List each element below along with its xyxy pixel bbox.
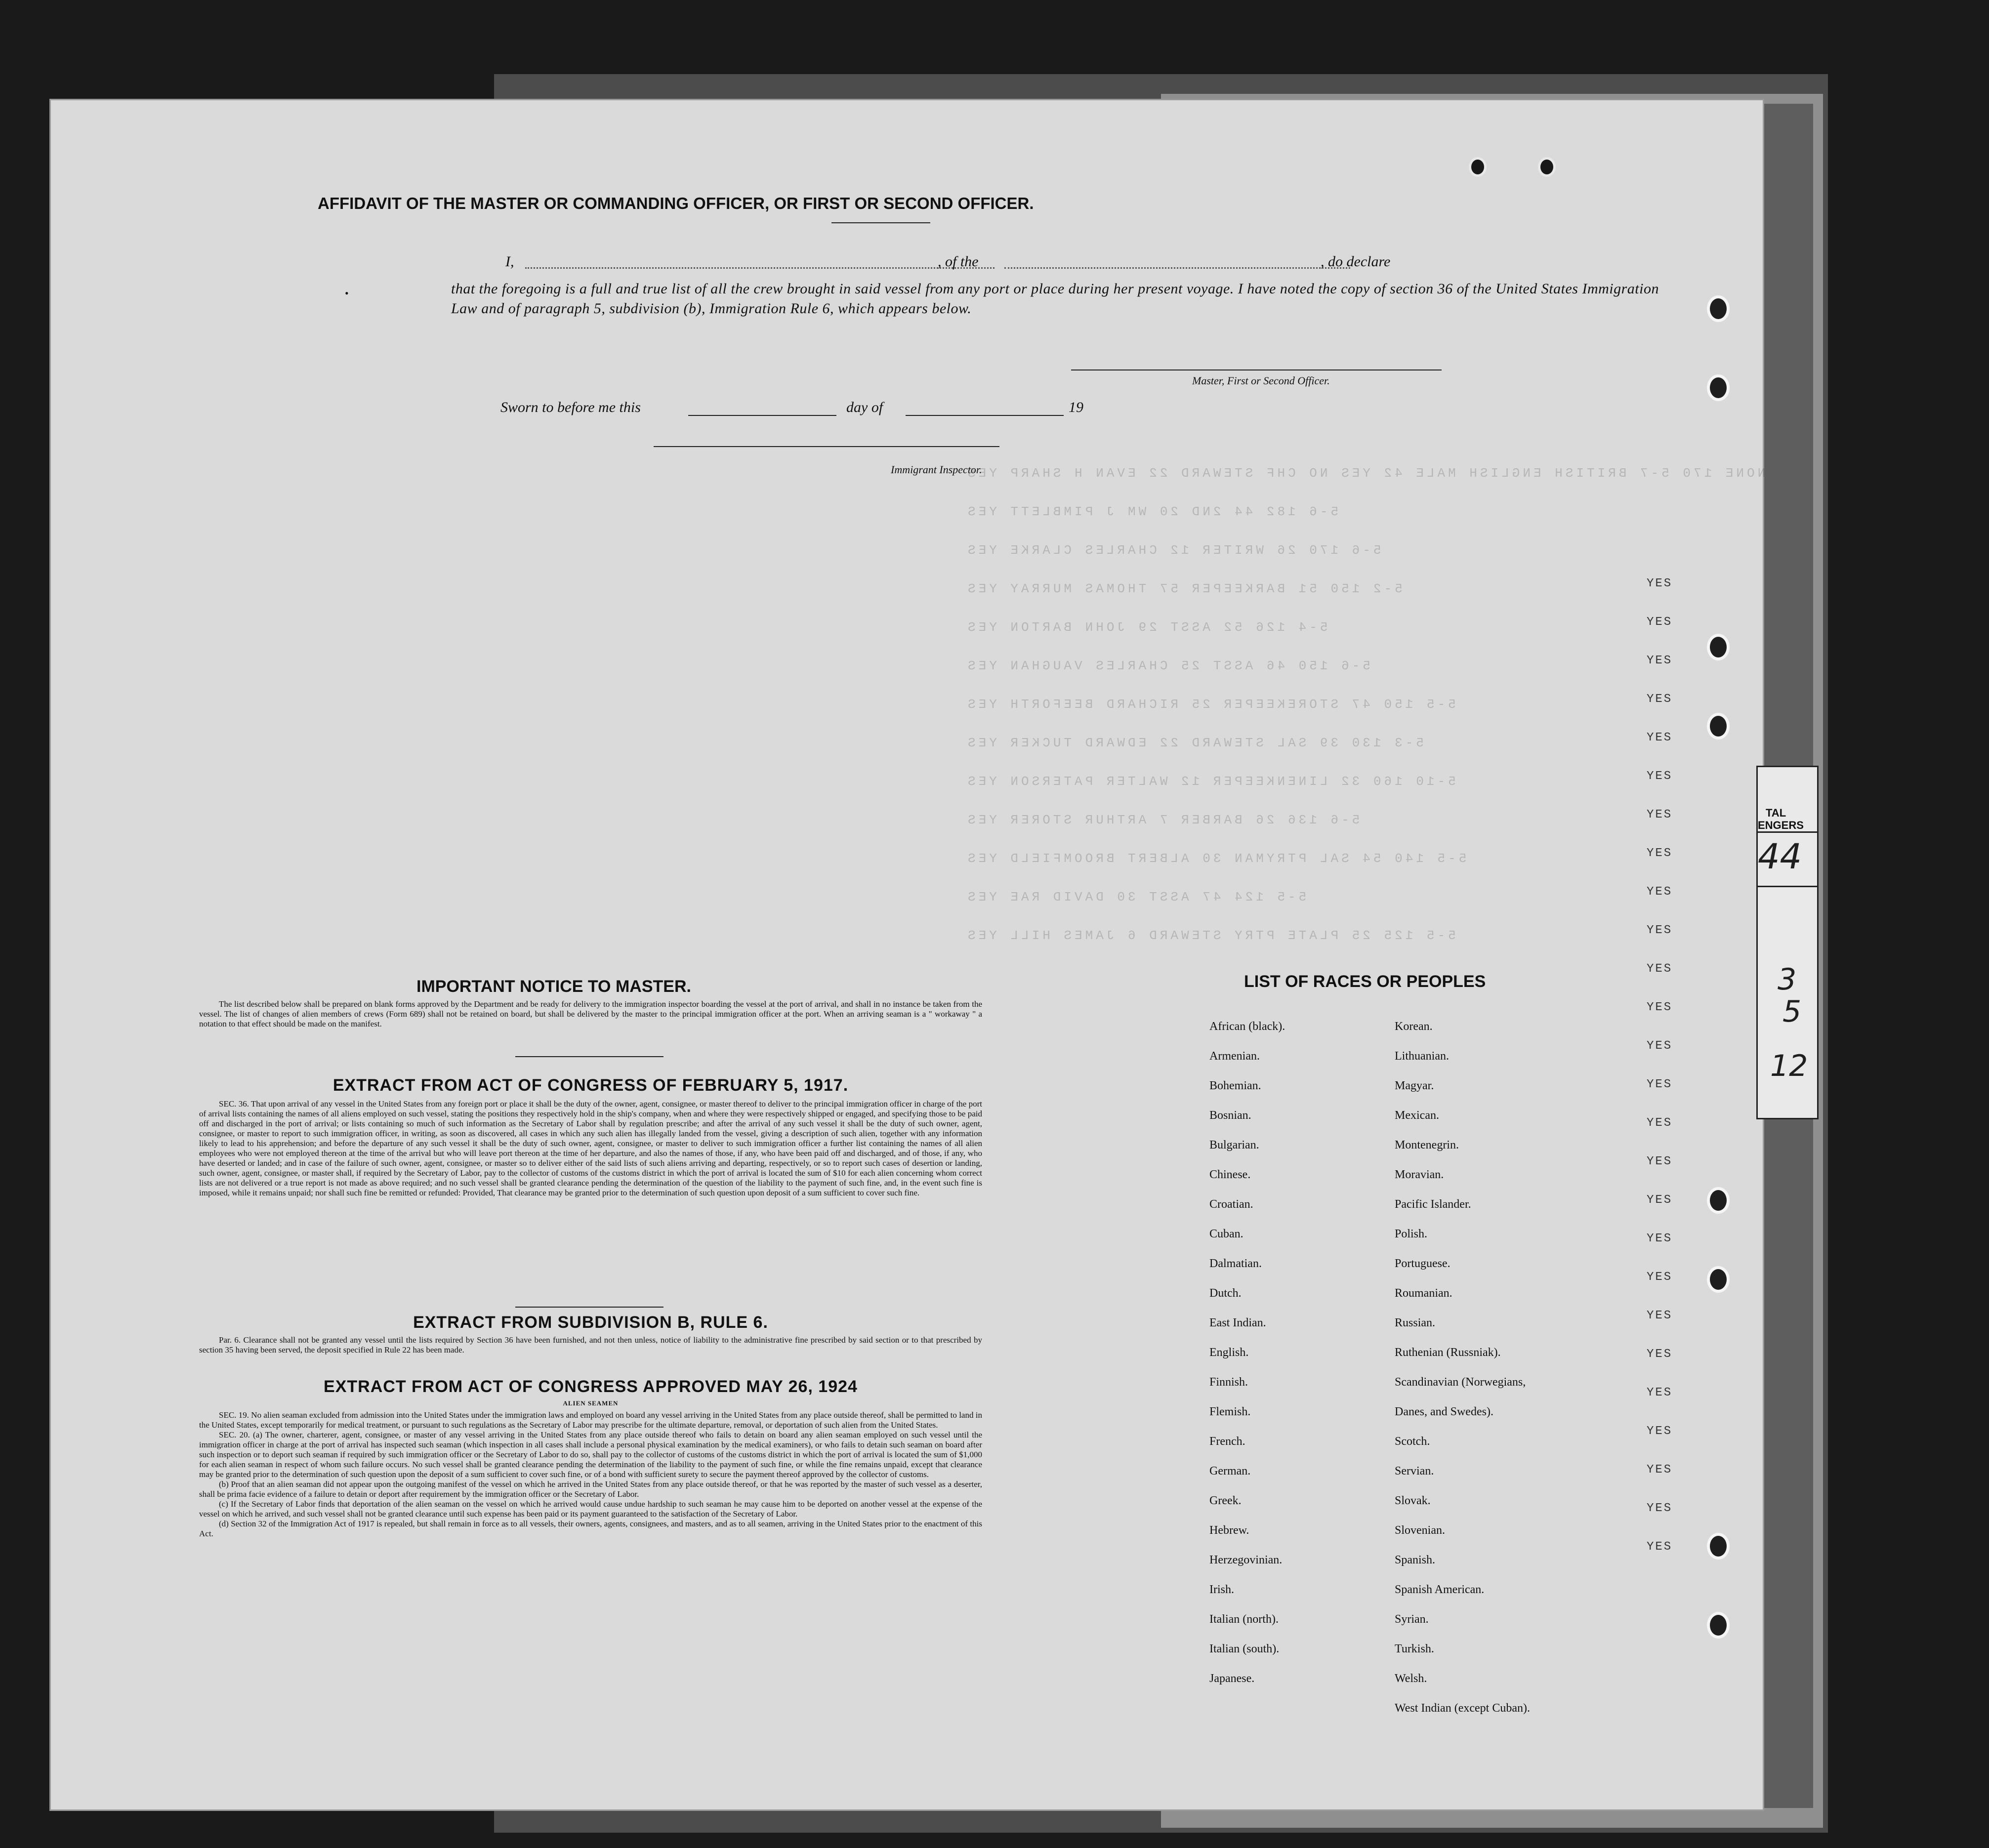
manifest-sheet [49, 99, 1764, 1811]
race-item: Dalmatian. [1209, 1257, 1262, 1270]
handwritten-total: 44 [1758, 836, 1802, 877]
bleed-through-text: 5-6 170 26 WRITER 12 CHARLES CLARKE YES [965, 543, 1381, 558]
yes-mark: YES [1647, 1078, 1673, 1091]
race-item: Flemish. [1209, 1405, 1251, 1418]
inspector-caption: Immigrant Inspector. [891, 463, 982, 476]
yes-mark: YES [1647, 1001, 1673, 1014]
race-item: Greek. [1209, 1494, 1242, 1507]
race-item: Pacific Islander. [1395, 1198, 1471, 1211]
race-item: African (black). [1209, 1020, 1285, 1033]
yes-mark: YES [1647, 847, 1673, 860]
race-item: Korean. [1395, 1020, 1433, 1033]
binder-hole [1707, 1266, 1730, 1293]
race-item: Scotch. [1395, 1435, 1430, 1448]
yes-mark: YES [1647, 770, 1673, 783]
races-left-column [1209, 1012, 1285, 1693]
sworn-year: 19 [1069, 399, 1083, 415]
affidavit-of-the: , of the [938, 253, 979, 270]
binder-hole [1469, 157, 1487, 177]
race-item: Polish. [1395, 1228, 1428, 1240]
handwritten-3: 3 [1778, 962, 1797, 997]
affidavit-i-label: I, [505, 253, 514, 270]
bleed-through-text: 5-6 150 46 ASST 25 CHARLES VAUGHAN YES [965, 658, 1370, 673]
race-item: Russian. [1395, 1316, 1436, 1329]
race-item: Scandinavian (Norwegians, [1395, 1376, 1526, 1389]
sworn-label: Sworn to before me this [500, 399, 641, 415]
vessel-line [1004, 267, 1350, 269]
binder-hole [1707, 295, 1730, 322]
race-item: English. [1209, 1346, 1249, 1359]
race-item: West Indian (except Cuban). [1395, 1702, 1530, 1715]
yes-mark: YES [1647, 1039, 1673, 1053]
binder-hole [1707, 1533, 1730, 1560]
yes-mark: YES [1647, 693, 1673, 706]
notice-title: IMPORTANT NOTICE TO MASTER. [416, 977, 691, 996]
race-item: Roumanian. [1395, 1287, 1452, 1300]
bleed-through-text: 5-10 160 32 LINENKEEPER 12 WALTER PATERSON YES [965, 774, 1456, 789]
extract-1917-body: SEC. 36. That upon arrival of any vessel in the United States from any foreign port or place it shall be the duty of the owner, agent, consignee, or master thereof to deliver to the principal immigration officer in charge of the port of arrival lists containing the names of all aliens employed on such vessel, stating the positions they respectively hold in the ship's company, when and where they were respectively shipped or engaged, and specifying those to be paid off and discharged in the port of arrival; or lists containing so much of such information as the Secretary of Labor shall by regulation prescribe; and after the arrival of any such vessel it shall be the duty of such owner, agent, consignee, or master to report to such immigration officer, in writing, as soon as discovered, all cases in which any such alien has illegally landed from the vessel, giving a description of such alien, together with any information likely to lead to his apprehension; and before the departure of any such vessel it shall be the duty of such owner, agent, consignee, or master to deliver to such immigration officer a further list containing the names of all alien employees who were not employed thereon at the time of the arrival but who will leave port thereon at the time of her departure, and also the names of those, if any, who have been paid off and discharged, and of those, if any, who have deserted or landed; and in case of the failure of such owner, agent, consignee, or master so to deliver either of the said lists of such aliens arriving and departing, respectively, or so to report such cases of desertion or landing, such owner, agent, consignee, or master shall, if required by the Secretary of Labor, pay to the collector of customs of the customs district in which the port of arrival is located the sum of $10 for each alien concerning whom correct lists are not delivered or a true report is not made as above required; and no such vessel shall be granted clearance pending the determination of the question of the liability to the payment of such fine, and, in the event such fine is imposed, while it remains unpaid; nor shall such fine be remitted or refunded: Provided, That clearance may be granted prior to the determination of such question upon deposit of a sum sufficient to cover such fine. [199, 1099, 982, 1197]
yes-mark: YES [1647, 1502, 1673, 1515]
race-item: Spanish. [1395, 1554, 1436, 1566]
race-item: Dutch. [1209, 1287, 1242, 1300]
race-item: Italian (north). [1209, 1613, 1279, 1626]
race-item: Chinese. [1209, 1168, 1251, 1181]
race-item: Spanish American. [1395, 1583, 1485, 1596]
bleed-through-text: 5-5 124 47 ASST 30 DAVID RAE YES [965, 890, 1307, 904]
race-item: Syrian. [1395, 1613, 1429, 1626]
passengers-label: ENGERS [1758, 819, 1804, 831]
race-item: Montenegrin. [1395, 1139, 1459, 1151]
yes-mark: YES [1647, 808, 1673, 821]
binder-hole [1707, 713, 1730, 739]
race-item: Turkish. [1395, 1643, 1434, 1655]
race-item: Servian. [1395, 1465, 1434, 1478]
yes-mark: YES [1647, 577, 1673, 590]
sworn-day-line [688, 415, 836, 416]
divider [515, 1056, 663, 1057]
race-item: Irish. [1209, 1583, 1234, 1596]
race-item: Magyar. [1395, 1079, 1434, 1092]
yes-mark: YES [1647, 1425, 1673, 1438]
sec19-text: SEC. 19. No alien seaman excluded from admission into the United States under the immigration laws and employed on board any vessel arriving in the United States from any place outside thereof, shall be permitted to land in the United States, except temporarily for medical treatment, or pursuant to such regulations as the Secretary of Labor may prescribe for the ultimate departure, removal, or deportation of such alien from the United States. [199, 1410, 982, 1430]
handwritten-5: 5 [1782, 994, 1802, 1029]
race-item: French. [1209, 1435, 1245, 1448]
yes-mark: YES [1647, 1116, 1673, 1130]
race-item: Ruthenian (Russniak). [1395, 1346, 1501, 1359]
yes-mark: YES [1647, 616, 1673, 629]
race-item: Lithuanian. [1395, 1050, 1449, 1063]
bleed-through-text: 5-6 136 26 BARBER 7 ARTHUR STORER YES [965, 813, 1360, 827]
inspector-line [654, 446, 999, 447]
race-item: Portuguese. [1395, 1257, 1450, 1270]
races-right-column [1395, 1012, 1530, 1723]
race-item: Danes, and Swedes). [1395, 1405, 1493, 1418]
sec20d-text: (d) Section 32 of the Immigration Act of 1917 is repealed, but shall remain in force as to all vessels, their owners, agents, consignees, and masters, and as to all seamen, arriving in the United States prior to the enactment of this Act. [199, 1519, 982, 1538]
yes-mark: YES [1647, 1540, 1673, 1554]
sworn-month-line [906, 415, 1064, 416]
bleed-through-text: 5-4 126 52 ASST 29 JOHN BARTON YES [965, 620, 1328, 635]
race-item: Armenian. [1209, 1050, 1260, 1063]
binder-hole [1707, 634, 1730, 660]
race-item: Cuban. [1209, 1228, 1243, 1240]
title-underline [831, 222, 930, 223]
sec20a-text: SEC. 20. (a) The owner, charterer, agent, consignee, or master of any vessel arriving in the United States from any place outside thereof who fails to detain on board any alien seaman employed on such vessel until the immigration officer in charge at the port of arrival has inspected such seaman (which inspection in all cases shall include a personal physical examination by the medical examiners), or who fails to detain such seaman on board after such inspection or to deport such seaman if required by such immigration officer or the Secretary of Labor to do so, shall pay to the collector of customs of the customs district in which the port of arrival is located the sum of $1,000 for each alien seaman in respect of whom such failure occurs. No such vessel shall be granted clearance pending the determination of the liability to the payment of such fine, or while the fine remains unpaid, except that clearance may be granted prior to the determination of such question upon the deposit of a sum sufficient to cover such fine, or of a bond with sufficient surety to secure the payment thereof approved by the collector of customs. [199, 1430, 982, 1479]
extract-1924-title: EXTRACT FROM ACT OF CONGRESS APPROVED MAY 26, 1924 [324, 1377, 858, 1396]
yes-mark: YES [1647, 1463, 1673, 1477]
bleed-through-text: 5-6 182 44 2ND 20 WM J PIMBLETT YES [965, 504, 1339, 519]
signature-caption: Master, First or Second Officer. [1192, 374, 1330, 387]
notice-body: The list described below shall be prepared on blank forms approved by the Department and be ready for delivery to the immigration inspector boarding the vessel at the port of arrival, and shall in no instance be taken from the vessel. The list of changes of alien members of crews (Form 689) shall not be retained on board, but shall be delivered by the master to the principal immigration officer at the port. When an arriving seaman is a " workaway " a notation to that effect should be made on the manifest. [199, 999, 982, 1028]
bleed-through-text: 5-2 150 51 BARKEEPER 57 THOMAS MURRAY YES [965, 581, 1403, 596]
yes-column [1647, 565, 1672, 1566]
binder-hole [1707, 1187, 1730, 1214]
race-item: Japanese. [1209, 1672, 1255, 1685]
extract-rule6-title: EXTRACT FROM SUBDIVISION B, RULE 6. [413, 1313, 768, 1332]
binder-hole [1707, 374, 1730, 401]
affidavit-body: that the foregoing is a full and true list of all the crew brought in said vessel from any port or place during her present voyage. I have noted the copy of section 36 of the United States Immigration Law and of paragraph 5, subdivision (b), Immigration Rule 6, which appears below. [451, 281, 1659, 317]
race-item: German. [1209, 1465, 1251, 1478]
extract-1917-title: EXTRACT FROM ACT OF CONGRESS OF FEBRUARY 5, 1917. [332, 1076, 849, 1095]
extract-1924-subtitle: ALIEN SEAMEN [563, 1399, 619, 1407]
sworn-day-of: day of [846, 399, 883, 415]
bleed-through-text: 5-5 150 47 STOREKEEPER 25 RICHARD BEEFORTH YES [965, 697, 1456, 712]
handwritten-12: 12 [1770, 1049, 1808, 1083]
binder-hole [1538, 157, 1556, 177]
yes-mark: YES [1647, 1193, 1673, 1207]
yes-mark: YES [1647, 731, 1673, 744]
sec20b-text: (b) Proof that an alien seaman did not appear upon the outgoing manifest of the vessel on which he arrived in the United States from any place outside thereof, or that he was reported by the master of such vessel as a deserter, shall be prima facie evidence of a failure to detain or deport after requirement by the immigration officer or the Secretary of Labor. [199, 1479, 982, 1499]
bleed-through-text: 5-5 125 25 PLATE PTRY STEWARD 6 JAMES HILL YES [965, 928, 1456, 943]
yes-mark: YES [1647, 962, 1673, 976]
name-line [525, 267, 994, 269]
race-item: Slovenian. [1395, 1524, 1445, 1537]
race-item: Croatian. [1209, 1198, 1253, 1211]
bleed-through-text: 5-3 130 39 SAL STEWARD 22 EDWARD TUCKER YES [965, 736, 1424, 750]
race-item: Italian (south). [1209, 1643, 1280, 1655]
yes-mark: YES [1647, 885, 1673, 899]
affidavit-do-declare: , do declare [1321, 253, 1391, 270]
yes-mark: YES [1647, 1155, 1673, 1168]
races-title: LIST OF RACES OR PEOPLES [1244, 972, 1486, 991]
race-item: Bulgarian. [1209, 1139, 1259, 1151]
race-item: Bosnian. [1209, 1109, 1251, 1122]
yes-mark: YES [1647, 1386, 1673, 1399]
race-item: East Indian. [1209, 1316, 1266, 1329]
race-item: Moravian. [1395, 1168, 1444, 1181]
yes-mark: YES [1647, 1348, 1673, 1361]
race-item: Mexican. [1395, 1109, 1439, 1122]
margin-mark: • [345, 287, 349, 299]
extract-1924-body [199, 1410, 982, 1539]
yes-mark: YES [1647, 1232, 1673, 1245]
affidavit-title: AFFIDAVIT OF THE MASTER OR COMMANDING OFFICER, OR FIRST OR SECOND OFFICER. [318, 194, 1034, 212]
binder-hole [1707, 1612, 1730, 1639]
yes-mark: YES [1647, 1309, 1673, 1322]
race-item: Herzegovinian. [1209, 1554, 1283, 1566]
race-item: Bohemian. [1209, 1079, 1261, 1092]
race-item: Hebrew. [1209, 1524, 1249, 1537]
total-label: TAL [1766, 807, 1786, 819]
yes-mark: YES [1647, 654, 1673, 667]
sec20c-text: (c) If the Secretary of Labor finds that deportation of the alien seaman on the vessel on which he arrived would cause undue hardship to such seaman he may cause him to be deported on another vessel at the expense of the vessel on which he arrived, and such vessel shall not be granted clearance until such expense has been paid or its payment guaranteed to the satisfaction of the Secretary of Labor. [199, 1499, 982, 1519]
box-divider [1758, 831, 1817, 833]
extract-rule6-body: Par. 6. Clearance shall not be granted any vessel until the lists required by Section 36 have been furnished, and not then unless, notice of liability to the administrative fine prescribed by said section or to that prescribed by section 35 having been served, the deposit specified in Rule 22 has been made. [199, 1335, 982, 1355]
total-passengers-box [1756, 766, 1819, 1119]
bleed-through-text: 5-5 140 54 SAL PTRYMAN 30 ALBERT BROOMFIELD YES [965, 851, 1467, 866]
yes-mark: YES [1647, 1271, 1673, 1284]
race-item: Finnish. [1209, 1376, 1248, 1389]
race-item: Slovak. [1395, 1494, 1431, 1507]
race-item: Welsh. [1395, 1672, 1427, 1685]
divider [515, 1307, 663, 1308]
box-divider [1758, 886, 1817, 887]
bleed-through-text: NONE 170 5-7 BRITISH ENGLISH MALE 42 YES NO CHF STEWARD 22 EVAN H SHARP YES [965, 466, 1766, 481]
yes-mark: YES [1647, 924, 1673, 937]
